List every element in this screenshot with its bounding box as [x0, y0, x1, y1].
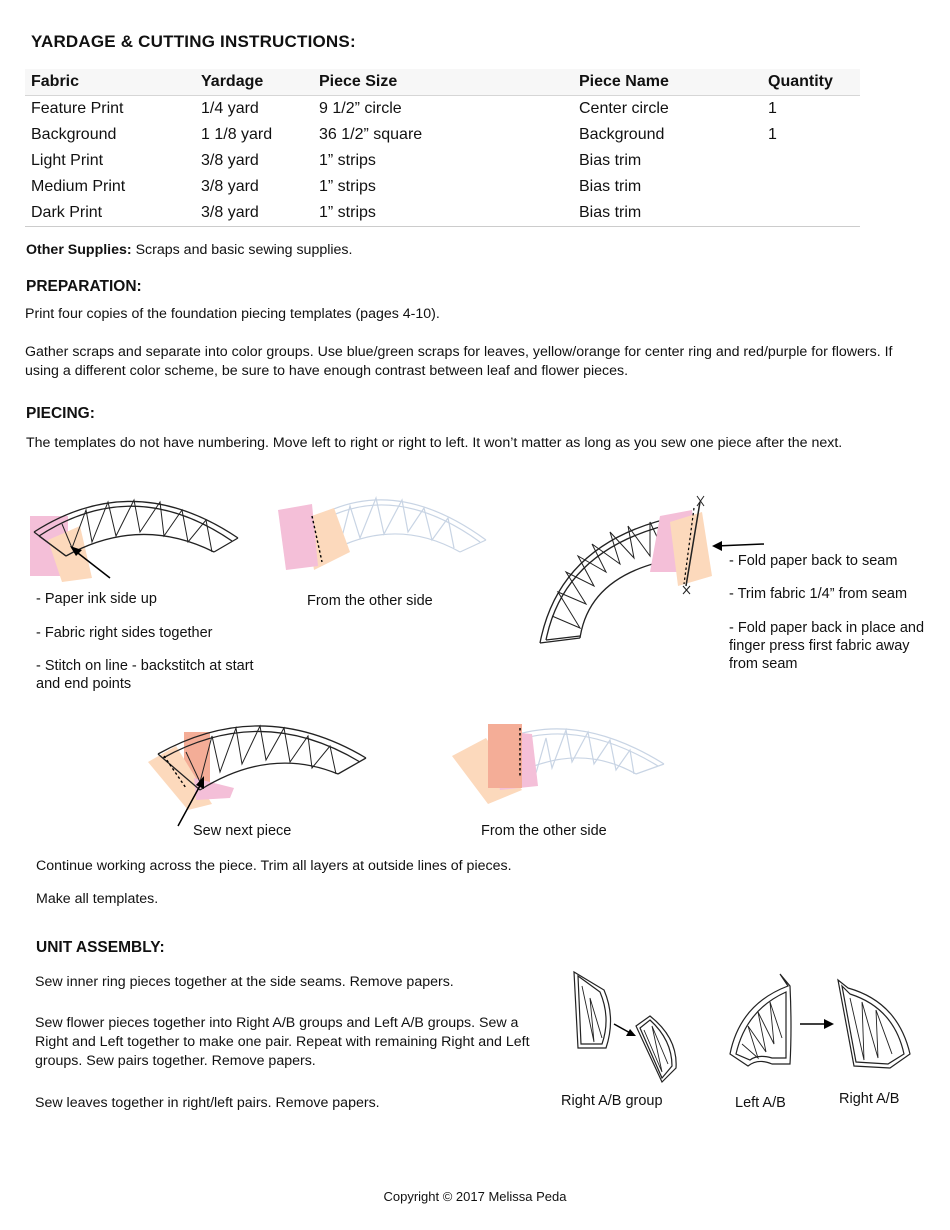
- piecing-title: PIECING:: [26, 405, 95, 422]
- fig1-note-1: - Paper ink side up: [36, 591, 157, 607]
- cutting-table: [25, 69, 860, 227]
- assembly-step-2: Sew flower pieces together into Right A/B groups and Left A/B groups. Sew a Right and Left together to make one pair. Repeat with remaining Right and Left groups. Sew pairs together. Remove papers.: [35, 1015, 530, 1069]
- piecing-intro: The templates do not have numbering. Move left to right or right to left. It won’t matter as long as you sew one piece after the next.: [26, 435, 843, 451]
- cell-yardage: 3/8 yard: [201, 178, 259, 195]
- other-supplies-text: Scraps and basic sewing supplies.: [131, 242, 353, 258]
- cell-quantity: [762, 174, 860, 200]
- fig2-caption: From the other side: [307, 593, 433, 609]
- table-header-row: [25, 69, 860, 96]
- figure-1-diagram: [22, 480, 252, 590]
- cell-piece-name: Bias trim: [573, 200, 762, 227]
- col-quantity: Quantity: [762, 69, 860, 96]
- cell-quantity: [762, 148, 860, 174]
- figure-5-diagram: [448, 716, 668, 816]
- col-yardage: Yardage: [195, 69, 313, 96]
- fabric-pink-patch: [278, 504, 318, 570]
- cell-piece-size: 1” strips: [313, 200, 573, 227]
- assembly-caption-right-group: Right A/B group: [561, 1093, 663, 1109]
- arrow-pointer: [712, 541, 764, 551]
- cell-fabric: Background: [31, 126, 117, 143]
- cell-piece-name: Bias trim: [579, 152, 642, 169]
- cell-yardage: 1 1/8 yard: [201, 126, 273, 143]
- figure-4-diagram: [142, 716, 372, 830]
- cell-piece-name: Background: [579, 126, 665, 143]
- cell-fabric: Dark Print: [25, 200, 195, 227]
- assembly-caption-left-ab: Left A/B: [735, 1095, 786, 1111]
- assembly-figure-right-group: [566, 968, 692, 1088]
- continue-note: Continue working across the piece. Trim all layers at outside lines of pieces.: [36, 858, 512, 874]
- table-row: [25, 122, 860, 148]
- fabric-peach-patch: [670, 512, 712, 586]
- assembly-step-3: Sew leaves together in right/left pairs. Remove papers.: [35, 1095, 380, 1111]
- cell-piece-name: Bias trim: [579, 178, 642, 195]
- table-row: [25, 174, 860, 200]
- table-row: [25, 96, 860, 123]
- assembly-step-1: Sew inner ring pieces together at the side seams. Remove papers.: [35, 974, 454, 990]
- make-templates-note: Make all templates.: [36, 891, 159, 907]
- cell-yardage: 3/8 yard: [195, 200, 313, 227]
- table-row: [25, 200, 860, 227]
- preparation-step-1: Print four copies of the foundation piecing templates (pages 4-10).: [25, 306, 440, 322]
- fig1-note-2: - Fabric right sides together: [36, 625, 213, 641]
- cell-fabric: Medium Print: [31, 178, 126, 195]
- fabric-salmon-patch: [488, 724, 522, 788]
- template-piece-small: [636, 1016, 676, 1082]
- figure-2-diagram: [272, 484, 492, 584]
- cell-quantity: [762, 200, 860, 227]
- cell-fabric: Feature Print: [31, 100, 124, 117]
- cell-piece-name: Center circle: [579, 100, 669, 117]
- fig3-note-2: - Trim fabric 1/4” from seam: [729, 586, 908, 602]
- yardage-title: YARDAGE & CUTTING INSTRUCTIONS:: [31, 32, 356, 51]
- cell-fabric: Light Print: [31, 152, 104, 169]
- arrow-pointer: [800, 1019, 834, 1029]
- fig3-note-3: - Fold paper back in place and finger press first fabric away from seam: [729, 620, 925, 672]
- assembly-caption-right-ab: Right A/B: [839, 1091, 900, 1107]
- col-piece-name: Piece Name: [573, 69, 762, 96]
- fig1-note-3: - Stitch on line - backstitch at start and end points: [36, 658, 254, 692]
- cell-piece-size: 1” strips: [319, 152, 376, 169]
- arrow-pointer: [614, 1024, 636, 1036]
- fig4-caption: Sew next piece: [193, 823, 292, 839]
- cell-piece-size: 1” strips: [319, 178, 376, 195]
- preparation-title: PREPARATION:: [26, 278, 142, 295]
- cell-quantity: 1: [768, 126, 777, 143]
- preparation-step-2: Gather scraps and separate into color groups. Use blue/green scraps for leaves, yellow/orange for center ring and red/purple for flowers. If using a different color scheme, be sure to have enough contrast between leaf and flower pieces.: [25, 344, 893, 379]
- col-fabric: Fabric: [25, 69, 195, 96]
- assembly-figure-left-right: [718, 968, 914, 1088]
- template-right-ab: [838, 980, 910, 1068]
- cell-piece-size: 36 1/2” square: [319, 126, 423, 143]
- col-piece-size: Piece Size: [313, 69, 573, 96]
- fig5-caption: From the other side: [481, 823, 607, 839]
- other-supplies: [26, 241, 352, 260]
- copyright: Copyright © 2017 Melissa Peda: [383, 1189, 567, 1204]
- table-row: [25, 148, 860, 174]
- other-supplies-label: Other Supplies:: [26, 242, 132, 258]
- cell-yardage: 1/4 yard: [201, 100, 259, 117]
- template-left-ab: [730, 974, 791, 1066]
- cell-quantity: 1: [768, 100, 777, 117]
- cell-piece-size: 9 1/2” circle: [319, 100, 402, 117]
- fig3-note-1: - Fold paper back to seam: [729, 553, 898, 569]
- unit-assembly-title: UNIT ASSEMBLY:: [36, 939, 165, 956]
- template-piece-large: [574, 972, 611, 1048]
- cell-yardage: 3/8 yard: [201, 152, 259, 169]
